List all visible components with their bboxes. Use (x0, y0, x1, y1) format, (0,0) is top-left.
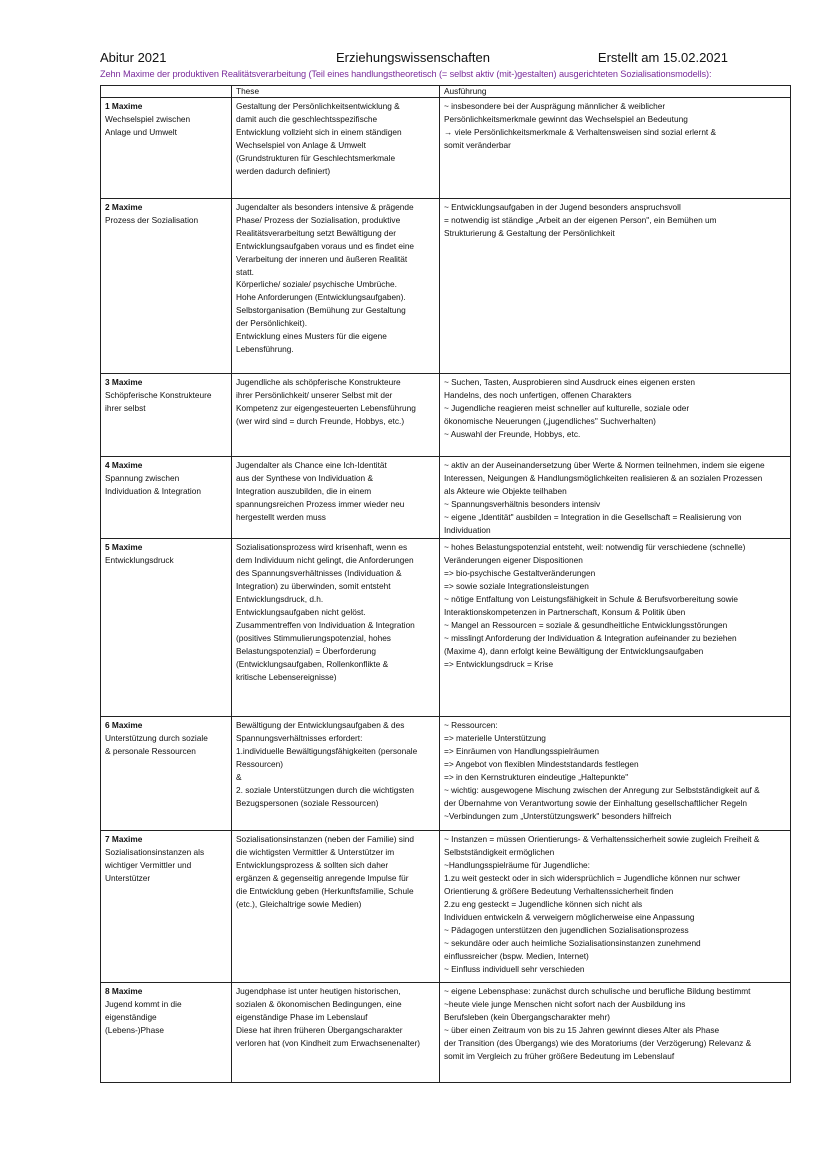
these-cell: Jugendliche als schöpferische Konstrukteure ihrer Persönlichkeit/ unserer Selbst mit der Kompetenz zur eigengesteuerten Lebensführung (wer wird sind = durch Freunde, Hobbys, etc.) (232, 374, 440, 457)
table-row (101, 983, 791, 1083)
maxime-cell (101, 717, 232, 831)
table-row (101, 98, 791, 199)
table-row (101, 539, 791, 717)
maxime-title: 4 Maxime (105, 460, 143, 470)
maxime-subtitle: Prozess der Sozialisation (105, 214, 199, 225)
header-cell-maxime (101, 86, 232, 98)
maxime-title: 5 Maxime (105, 542, 143, 553)
maxime-subtitle: Unterstützung durch soziale & personale Ressourcen (105, 733, 208, 757)
header-cell-ausfuehrung: Ausführung (440, 86, 791, 98)
maxims-table (100, 85, 791, 1083)
maxime-cell (101, 831, 232, 983)
header-subject: Erziehungswissenschaften (336, 50, 490, 65)
maxime-title: 6 Maxime (105, 720, 143, 731)
maxime-title: 3 Maxime (105, 377, 143, 387)
table-row (101, 199, 791, 374)
header-exam: Abitur 2021 (100, 50, 167, 65)
maxime-subtitle: Jugend kommt in die eigenständige (Lebens-)Phase (105, 999, 182, 1036)
ausfuehrung-cell: ~ Entwicklungsaufgaben in der Jugend besonders anspruchsvoll = notwendig ist ständige „Arbeit an der eigenen Person", ein Bemühen um Strukturierung & Gestaltung der Persönlichkeit (440, 199, 791, 374)
these-cell: Jugendalter als besonders intensive & prägende Phase/ Prozess der Sozialisation, produktive Realitätsverarbeitung setzt Bewältigung der Entwicklungsaufgaben voraus und es findet eine Verarbeitung der inneren und äußeren Realität statt. Körperliche/ soziale/ psychische Umbrüche. Hohe Anforderungen (Entwicklungsaufgaben). Selbstorganisation (Bemühung zur Gestaltung der Persönlichkeit). Entwicklung eines Musters für die eigene Lebensführung. (232, 199, 440, 374)
these-cell: Gestaltung der Persönlichkeitsentwicklung & damit auch die geschlechtsspezifische Entwicklung vollzieht sich in einem ständigen Wechselspiel von Anlage & Umwelt (Grundstrukturen für Geschlechtsmerkmale werden dadurch definiert) (232, 98, 440, 199)
maxime-cell (101, 98, 232, 199)
these-cell: Jugendphase ist unter heutigen historischen, sozialen & ökonomischen Bedingungen, eine eigenständige Phase im Lebenslauf Diese hat ihren früheren Übergangscharakter verloren hat (von Kindheit zum Erwachsenenalter) (232, 983, 440, 1083)
document-subtitle: Zehn Maxime der produktiven Realitätsverarbeitung (Teil eines handlungstheoretisch (= selbst aktiv (mit-)gestalten) ausgerichteten Sozialisationsmodells): (100, 69, 712, 79)
these-cell: Sozialisationsprozess wird krisenhaft, wenn es dem Individuum nicht gelingt, die Anforderungen des Spannungsverhältnisses (Individuation & Integration) zu überwinden, somit entsteht Entwicklungsdruck, d.h. Entwicklungsaufgaben nicht gelöst. Zusammentreffen von Individuation & Integration (positives Stimmulierungspotenzial, hohes Belastungspotenzial) = Überforderung (Entwicklungsaufgaben, Rollenkonflikte & kritische Lebensereignisse) (232, 539, 440, 717)
ausfuehrung-cell: ~ Ressourcen: => materielle Unterstützung => Einräumen von Handlungsspielräumen => Angebot von flexiblen Mindeststandards festlegen => in den Kernstrukturen eindeutige „Haltepunkte" ~ wichtig: ausgewogene Mischung zwischen der Anregung zur Selbstständigkeit auf & der Übernahme von Verantwortung sowie der Einhaltung gesellschaftlicher Regeln ~Verbindungen zum „Unterstützungswerk" besonders hilfreich (440, 717, 791, 831)
maxime-title: 1 Maxime (105, 101, 143, 111)
table-row (101, 831, 791, 983)
maxime-title: 8 Maxime (105, 986, 143, 997)
maxime-subtitle: Sozialisationsinstanzen als wichtiger Vermittler und Unterstützer (105, 847, 205, 884)
table-row (101, 457, 791, 539)
maxime-subtitle: Entwicklungsdruck (105, 555, 174, 566)
maxime-cell (101, 374, 232, 457)
maxime-cell (101, 983, 232, 1083)
maxime-cell (101, 457, 232, 539)
maxime-title: 7 Maxime (105, 834, 143, 845)
these-cell: Bewältigung der Entwicklungsaufgaben & des Spannungsverhältnisses erfordert: 1.individuelle Bewältigungsfähigkeiten (personale Ressourcen) & 2. soziale Unterstützungen durch die wichtigsten Bezugspersonen (soziale Ressourcen) (232, 717, 440, 831)
these-cell: Jugendalter als Chance eine Ich-Identität aus der Synthese von Individuation & Integration auszubilden, die in einem spannungsreichen Prozess immer wieder neu hergestellt werden muss (232, 457, 440, 539)
maxime-title: 2 Maxime (105, 202, 143, 212)
maxime-subtitle: Spannung zwischen Individuation & Integration (105, 472, 201, 496)
table-header-row (101, 86, 791, 98)
ausfuehrung-cell: ~ hohes Belastungspotenzial entsteht, weil: notwendig für verschiedene (schnelle) Veränderungen eigener Dispositionen => bio-psychische Gestaltveränderungen => sowie soziale Integrationsleistungen ~ nötige Entfaltung von Leistungsfähigkeit in Schule & Berufsvorbereitung sowie Interaktionskompetenzen in Partnerschaft, Konsum & Politik üben ~ Mangel an Ressourcen = soziale & gesundheitliche Entwicklungsstörungen ~ misslingt Anforderung der Individuation & Integration aufeinander zu beziehen (Maxime 4), dann erfolgt keine Bewältigung der Entwicklungsaufgaben => Entwicklungsdruck = Krise (440, 539, 791, 717)
table-row (101, 717, 791, 831)
ausfuehrung-cell: ~ Suchen, Tasten, Ausprobieren sind Ausdruck eines eigenen ersten Handelns, des noch unfertigen, offenen Charakters ~ Jugendliche reagieren meist schneller auf kulturelle, soziale oder ökonomische Neuerungen („jugendliches" Suchverhalten) ~ Auswahl der Freunde, Hobbys, etc. (440, 374, 791, 457)
header-cell-these: These (232, 86, 440, 98)
page-header (100, 50, 728, 68)
ausfuehrung-cell: ~ insbesondere bei der Ausprägung männlicher & weiblicher Persönlichkeitsmerkmale gewinnt das Wechselspiel an Bedeutung → viele Persönlichkeitsmerkmale & Verhaltensweisen sind sozial erlernt & somit veränderbar (440, 98, 791, 199)
maxime-subtitle: Schöpferische Konstrukteure ihrer selbst (105, 389, 212, 413)
ausfuehrung-cell: ~ eigene Lebensphase: zunächst durch schulische und berufliche Bildung bestimmt ~heute viele junge Menschen nicht sofort nach der Ausbildung ins Berufsleben (kein Übergangscharakter mehr) ~ über einen Zeitraum von bis zu 15 Jahren gewinnt dieses Alter als Phase der Transition (des Übergangs) wie des Moratoriums (der Verzögerung) Relevanz & somit im Vergleich zu früher größere Bedeutung im Lebenslauf (440, 983, 791, 1083)
table-row (101, 374, 791, 457)
maxime-cell (101, 199, 232, 374)
header-date: Erstellt am 15.02.2021 (597, 50, 728, 65)
ausfuehrung-cell: ~ aktiv an der Auseinandersetzung über Werte & Normen teilnehmen, indem sie eigene Interessen, Neigungen & Handlungsmöglichkeiten realisieren & an sozialen Prozessen als Akteure wie Objekte teilhaben ~ Spannungsverhältnis besonders intensiv ~ eigene „Identität" ausbilden = Integration in die Gesellschaft = Realisierung von Individuation (440, 457, 791, 539)
maxime-cell (101, 539, 232, 717)
ausfuehrung-cell: ~ Instanzen = müssen Orientierungs- & Verhaltenssicherheit sowie zugleich Freiheit & Selbstständigkeit ermöglichen ~Handlungsspielräume für Jugendliche: 1.zu weit gesteckt oder in sich widersprüchlich = Jugendliche können nur schwer Orientierung & größere Bedeutung Verhaltenssicherheit finden 2.zu eng gesteckt = Jugendliche können sich nicht als Individuen entwickeln & verweigern möglicherweise eine Anpassung ~ Pädagogen unterstützen den jugendlichen Sozialisationsprozess ~ sekundäre oder auch heimliche Sozialisationsinstanzen zunehmend einflussreicher (bspw. Medien, Internet) ~ Einfluss individuell sehr verschieden (440, 831, 791, 983)
maxime-subtitle: Wechselspiel zwischen Anlage und Umwelt (105, 113, 191, 137)
these-cell: Sozialisationsinstanzen (neben der Familie) sind die wichtigsten Vermittler & Unterstützer im Entwicklungsprozess & sollten sich daher ergänzen & gegenseitig anregende Impulse für die Entwicklung geben (Herkunftsfamilie, Schule (etc.), Gleichaltrige sowie Medien) (232, 831, 440, 983)
